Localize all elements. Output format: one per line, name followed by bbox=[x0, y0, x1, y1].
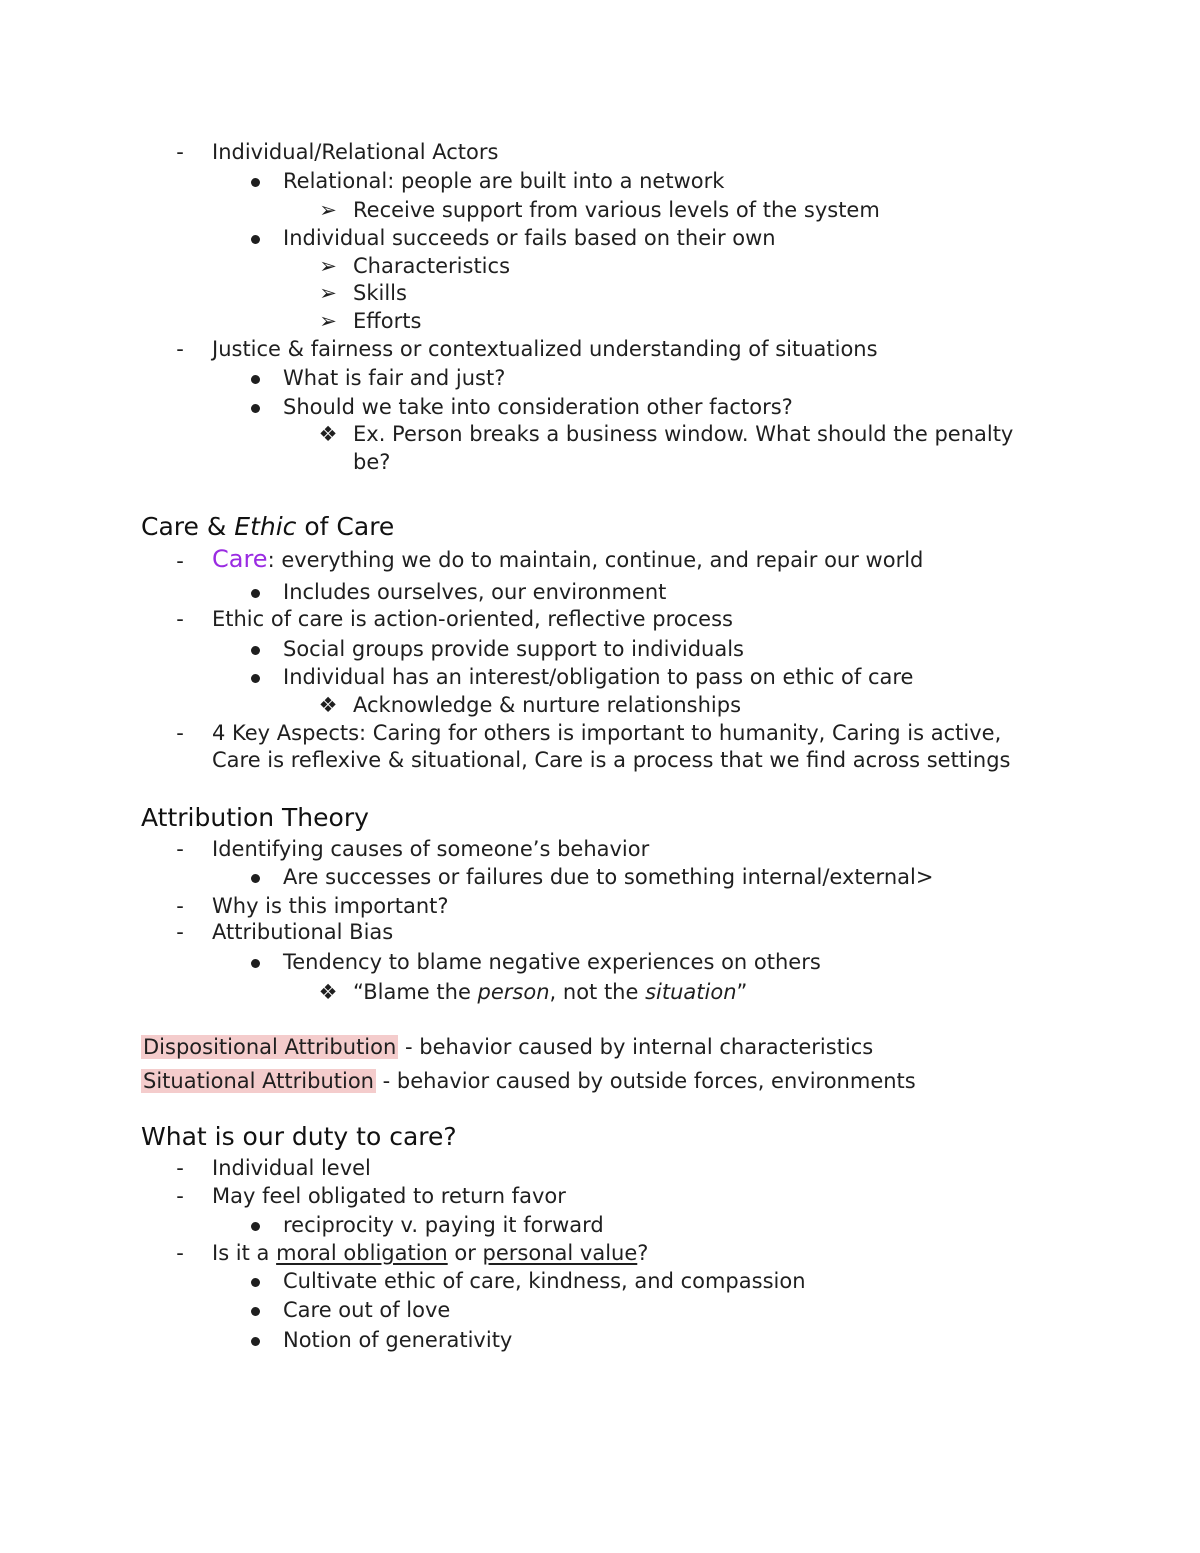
list-item: Individual has an interest/obligation to pass on ethic of care bbox=[283, 665, 914, 689]
bullet-dot-icon bbox=[251, 1278, 260, 1287]
bullet-dot-icon bbox=[251, 375, 260, 384]
definition-situational: Situational Attribution - behavior caused by outside forces, environments bbox=[143, 1069, 916, 1093]
list-item: Individual level bbox=[212, 1156, 371, 1180]
list-item: Acknowledge & nurture relationships bbox=[353, 693, 742, 717]
bullet-dot-icon bbox=[251, 1222, 260, 1231]
arrow-bullet-icon: ➢ bbox=[319, 254, 337, 278]
bullet-dot-icon bbox=[251, 1307, 260, 1316]
diamond-bullet-icon: ❖ bbox=[318, 693, 338, 717]
list-item: Is it a moral obligation or personal value? bbox=[212, 1241, 649, 1265]
bullet-dot-icon bbox=[251, 589, 260, 598]
list-item: reciprocity v. paying it forward bbox=[283, 1213, 604, 1237]
list-item: 4 Key Aspects: Caring for others is important to humanity, Caring is active, bbox=[212, 721, 1002, 745]
list-item: Justice & fairness or contextualized understanding of situations bbox=[212, 337, 878, 361]
arrow-bullet-icon: ➢ bbox=[319, 198, 337, 222]
care-term: Care bbox=[212, 545, 268, 573]
bullet-dot-icon bbox=[251, 1337, 260, 1346]
dash-marker: - bbox=[176, 337, 184, 361]
dash-marker: - bbox=[176, 607, 184, 631]
section-heading-attribution: Attribution Theory bbox=[141, 803, 369, 832]
dash-marker: - bbox=[176, 1156, 184, 1180]
arrow-bullet-icon: ➢ bbox=[319, 281, 337, 305]
list-item: Care out of love bbox=[283, 1298, 451, 1322]
list-item: Why is this important? bbox=[212, 894, 449, 918]
list-item-quote: “Blame the person, not the situation” bbox=[353, 980, 748, 1004]
list-item-continuation: Care is reflexive & situational, Care is a process that we find across settings bbox=[212, 748, 1011, 772]
list-item: Receive support from various levels of the system bbox=[353, 198, 880, 222]
list-item: Characteristics bbox=[353, 254, 511, 278]
underlined-term: moral obligation bbox=[276, 1241, 448, 1265]
bullet-dot-icon bbox=[251, 874, 260, 883]
list-item: Care: everything we do to maintain, continue, and repair our world bbox=[212, 545, 924, 573]
list-item: Ethic of care is action-oriented, reflective process bbox=[212, 607, 733, 631]
dash-marker: - bbox=[176, 920, 184, 944]
list-item: Includes ourselves, our environment bbox=[283, 580, 667, 604]
list-item: May feel obligated to return favor bbox=[212, 1184, 566, 1208]
dash-marker: - bbox=[176, 549, 184, 573]
list-item: Should we take into consideration other factors? bbox=[283, 395, 793, 419]
list-item: Social groups provide support to individuals bbox=[283, 637, 744, 661]
list-item: Tendency to blame negative experiences on others bbox=[283, 950, 821, 974]
highlighted-term: Situational Attribution bbox=[143, 1069, 374, 1093]
dash-marker: - bbox=[176, 1241, 184, 1265]
dash-marker: - bbox=[176, 837, 184, 861]
arrow-bullet-icon: ➢ bbox=[319, 309, 337, 333]
list-item: Attributional Bias bbox=[212, 920, 394, 944]
bullet-dot-icon bbox=[251, 178, 260, 187]
dash-marker: - bbox=[176, 1184, 184, 1208]
bullet-dot-icon bbox=[251, 404, 260, 413]
list-item: What is fair and just? bbox=[283, 366, 506, 390]
dash-marker: - bbox=[176, 894, 184, 918]
list-item-continuation: be? bbox=[353, 450, 391, 474]
list-item: Relational: people are built into a network bbox=[283, 169, 725, 193]
highlighted-term: Dispositional Attribution bbox=[143, 1035, 397, 1059]
list-item: Efforts bbox=[353, 309, 422, 333]
list-item: Individual succeeds or fails based on their own bbox=[283, 226, 776, 250]
list-item: Cultivate ethic of care, kindness, and compassion bbox=[283, 1269, 806, 1293]
list-item: Identifying causes of someone’s behavior bbox=[212, 837, 650, 861]
bullet-dot-icon bbox=[251, 674, 260, 683]
dash-marker: - bbox=[176, 140, 184, 164]
section-heading-duty: What is our duty to care? bbox=[141, 1122, 457, 1151]
section-heading-care: Care & Ethic of Care bbox=[141, 512, 395, 541]
underlined-term: personal value bbox=[482, 1241, 638, 1265]
diamond-bullet-icon: ❖ bbox=[318, 422, 338, 446]
dash-marker: - bbox=[176, 721, 184, 745]
bullet-dot-icon bbox=[251, 959, 260, 968]
list-item: Are successes or failures due to something internal/external> bbox=[283, 865, 934, 889]
bullet-dot-icon bbox=[251, 235, 260, 244]
definition-dispositional: Dispositional Attribution - behavior caused by internal characteristics bbox=[143, 1035, 874, 1059]
diamond-bullet-icon: ❖ bbox=[318, 980, 338, 1004]
bullet-dot-icon bbox=[251, 646, 260, 655]
list-item: Notion of generativity bbox=[283, 1328, 513, 1352]
list-item: Ex. Person breaks a business window. What should the penalty bbox=[353, 422, 1014, 446]
list-item: Skills bbox=[353, 281, 407, 305]
list-item: Individual/Relational Actors bbox=[212, 140, 499, 164]
